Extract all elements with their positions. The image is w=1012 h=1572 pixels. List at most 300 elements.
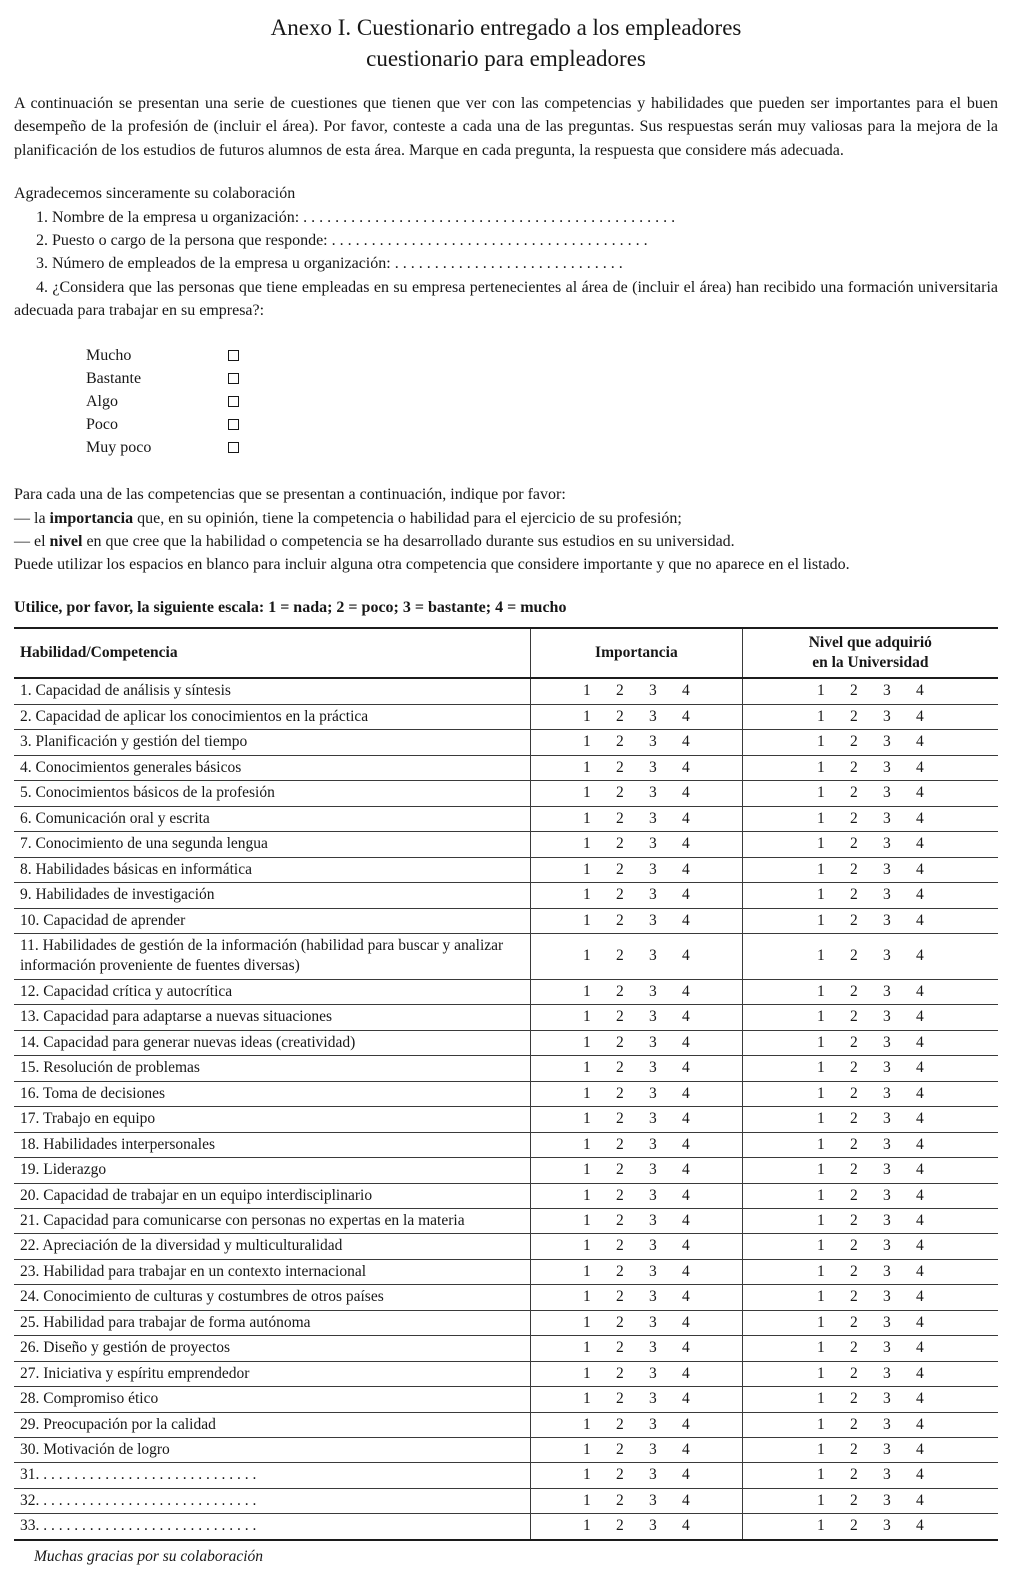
intro-paragraph: A continuación se presentan una serie de cuestiones que tienen que ver con las competencias y habilidades que pueden ser importantes para el buen desempeño de la profesión de (incluir el área). Por favor, conteste a cada una de las preguntas. Sus respuestas serán muy valiosas para la mejora de la planificación de los estudios de futuros alumnos de esta área. Marque en cada pregunta, la respuesta que considere más adecuada. <box>14 95 998 159</box>
importancia-rating-2[interactable]: 2 <box>616 1390 624 1408</box>
importancia-rating-4[interactable]: 4 <box>682 1466 690 1484</box>
importancia-rating-3[interactable]: 3 <box>649 1491 657 1509</box>
importancia-rating-3[interactable]: 3 <box>649 1033 657 1051</box>
importancia-rating-1[interactable]: 1 <box>583 1390 591 1408</box>
importancia-rating-3[interactable]: 3 <box>649 784 657 802</box>
importancia-rating-4[interactable]: 4 <box>682 1288 690 1306</box>
nivel-rating-4[interactable]: 4 <box>915 784 924 802</box>
nivel-rating-3[interactable]: 3 <box>882 1441 891 1459</box>
nivel-rating-3[interactable]: 3 <box>882 1186 891 1204</box>
nivel-rating-4[interactable]: 4 <box>915 682 924 700</box>
importancia-rating-4[interactable]: 4 <box>682 682 690 700</box>
importancia-rating-1[interactable]: 1 <box>583 1288 591 1306</box>
nivel-rating-2[interactable]: 2 <box>849 1008 858 1026</box>
importancia-rating-2[interactable]: 2 <box>616 809 624 827</box>
nivel-scale-cell <box>742 933 998 979</box>
importancia-rating-3[interactable]: 3 <box>649 947 657 965</box>
importancia-rating-4[interactable]: 4 <box>682 1415 690 1433</box>
importancia-rating-4[interactable]: 4 <box>682 1008 690 1026</box>
importancia-rating-3[interactable]: 3 <box>649 1110 657 1128</box>
importancia-rating-2[interactable]: 2 <box>616 886 624 904</box>
importancia-rating-1[interactable]: 1 <box>583 1059 591 1077</box>
importancia-rating-4[interactable]: 4 <box>682 835 690 853</box>
importancia-rating-4[interactable]: 4 <box>682 1084 690 1102</box>
importancia-rating-2[interactable]: 2 <box>616 733 624 751</box>
nivel-scale-cell <box>742 1081 998 1106</box>
nivel-rating-1[interactable]: 1 <box>816 1262 825 1280</box>
importancia-rating-4[interactable]: 4 <box>682 1364 690 1382</box>
importancia-rating-1[interactable]: 1 <box>583 733 591 751</box>
nivel-rating-2[interactable]: 2 <box>849 1033 858 1051</box>
nivel-rating-2[interactable]: 2 <box>849 947 858 965</box>
nivel-rating-4[interactable]: 4 <box>915 1161 924 1179</box>
nivel-scale-cell <box>742 832 998 857</box>
nivel-rating-2[interactable]: 2 <box>849 1161 858 1179</box>
nivel-rating-2[interactable]: 2 <box>849 809 858 827</box>
importancia-rating-2[interactable]: 2 <box>616 1466 624 1484</box>
importancia-rating-1[interactable]: 1 <box>583 835 591 853</box>
nivel-rating-2[interactable]: 2 <box>849 1262 858 1280</box>
nivel-rating-4[interactable]: 4 <box>915 1491 924 1509</box>
importancia-rating-3[interactable]: 3 <box>649 707 657 725</box>
nivel-rating-4[interactable]: 4 <box>915 1517 924 1535</box>
nivel-rating-2[interactable]: 2 <box>849 1517 858 1535</box>
nivel-rating-2[interactable]: 2 <box>849 707 858 725</box>
importancia-rating-1[interactable]: 1 <box>583 682 591 700</box>
checkbox[interactable] <box>228 350 239 361</box>
nivel-rating-2[interactable]: 2 <box>849 1288 858 1306</box>
nivel-rating-1[interactable]: 1 <box>816 982 825 1000</box>
nivel-rating-4[interactable]: 4 <box>915 1211 924 1229</box>
nivel-rating-2[interactable]: 2 <box>849 733 858 751</box>
nivel-rating-4[interactable]: 4 <box>915 733 924 751</box>
importancia-rating-2[interactable]: 2 <box>616 682 624 700</box>
nivel-rating-3[interactable]: 3 <box>882 982 891 1000</box>
nivel-rating-3[interactable]: 3 <box>882 1008 891 1026</box>
nivel-rating-1[interactable]: 1 <box>816 1059 825 1077</box>
nivel-rating-1[interactable]: 1 <box>816 707 825 725</box>
importancia-rating-3[interactable]: 3 <box>649 860 657 878</box>
importancia-rating-1[interactable]: 1 <box>583 1491 591 1509</box>
importancia-rating-1[interactable]: 1 <box>583 809 591 827</box>
nivel-rating-4[interactable]: 4 <box>915 947 924 965</box>
importancia-rating-3[interactable]: 3 <box>649 1237 657 1255</box>
importancia-rating-1[interactable]: 1 <box>583 1084 591 1102</box>
importancia-rating-3[interactable]: 3 <box>649 1466 657 1484</box>
nivel-rating-1[interactable]: 1 <box>816 1211 825 1229</box>
checkbox[interactable] <box>228 396 239 407</box>
nivel-rating-3[interactable]: 3 <box>882 707 891 725</box>
nivel-rating-1[interactable]: 1 <box>816 886 825 904</box>
nivel-rating-2[interactable]: 2 <box>849 758 858 776</box>
nivel-rating-2[interactable]: 2 <box>849 1084 858 1102</box>
importancia-rating-4[interactable]: 4 <box>682 809 690 827</box>
importancia-rating-1[interactable]: 1 <box>583 1161 591 1179</box>
competency-label: 23. Habilidad para trabajar en un contexto internacional <box>14 1259 531 1284</box>
nivel-rating-4[interactable]: 4 <box>915 911 924 929</box>
importancia-rating-4[interactable]: 4 <box>682 1313 690 1331</box>
nivel-rating-1[interactable]: 1 <box>816 784 825 802</box>
nivel-rating-4[interactable]: 4 <box>915 1186 924 1204</box>
nivel-rating-4[interactable]: 4 <box>915 1390 924 1408</box>
nivel-rating-2[interactable]: 2 <box>849 911 858 929</box>
importancia-rating-2[interactable]: 2 <box>616 947 624 965</box>
nivel-rating-1[interactable]: 1 <box>816 1135 825 1153</box>
nivel-rating-1[interactable]: 1 <box>816 682 825 700</box>
nivel-rating-3[interactable]: 3 <box>882 1390 891 1408</box>
nivel-rating-2[interactable]: 2 <box>849 835 858 853</box>
importancia-rating-4[interactable]: 4 <box>682 1211 690 1229</box>
q4-option-label: Muy poco <box>86 438 152 456</box>
nivel-rating-3[interactable]: 3 <box>882 1288 891 1306</box>
nivel-rating-1[interactable]: 1 <box>816 1033 825 1051</box>
table-row <box>14 1056 998 1081</box>
q4-option-row <box>86 390 998 413</box>
nivel-rating-2[interactable]: 2 <box>849 682 858 700</box>
nivel-rating-4[interactable]: 4 <box>915 1237 924 1255</box>
nivel-rating-2[interactable]: 2 <box>849 1466 858 1484</box>
nivel-rating-1[interactable]: 1 <box>816 1364 825 1382</box>
nivel-rating-2[interactable]: 2 <box>849 1313 858 1331</box>
importancia-rating-3[interactable]: 3 <box>649 1441 657 1459</box>
nivel-rating-1[interactable]: 1 <box>816 835 825 853</box>
importancia-rating-1[interactable]: 1 <box>583 1262 591 1280</box>
nivel-rating-4[interactable]: 4 <box>915 1084 924 1102</box>
importancia-rating-2[interactable]: 2 <box>616 1491 624 1509</box>
nivel-rating-3[interactable]: 3 <box>882 682 891 700</box>
nivel-rating-3[interactable]: 3 <box>882 1135 891 1153</box>
nivel-rating-1[interactable]: 1 <box>816 1466 825 1484</box>
nivel-rating-1[interactable]: 1 <box>816 1008 825 1026</box>
importancia-rating-4[interactable]: 4 <box>682 1441 690 1459</box>
importancia-rating-1[interactable]: 1 <box>583 1466 591 1484</box>
importancia-rating-1[interactable]: 1 <box>583 1211 591 1229</box>
importancia-rating-1[interactable]: 1 <box>583 911 591 929</box>
importancia-rating-2[interactable]: 2 <box>616 1135 624 1153</box>
nivel-scale-cell <box>742 1285 998 1310</box>
importancia-rating-2[interactable]: 2 <box>616 1517 624 1535</box>
nivel-rating-4[interactable]: 4 <box>915 1288 924 1306</box>
nivel-rating-3[interactable]: 3 <box>882 1364 891 1382</box>
importancia-rating-1[interactable]: 1 <box>583 707 591 725</box>
importancia-rating-2[interactable]: 2 <box>616 1441 624 1459</box>
importancia-rating-3[interactable]: 3 <box>649 1186 657 1204</box>
q4-option-label: Mucho <box>86 346 132 364</box>
table-row <box>14 1336 998 1361</box>
nivel-rating-3[interactable]: 3 <box>882 758 891 776</box>
competency-label: 32. . . . . . . . . . . . . . . . . . . . . . . . . . . . . <box>14 1488 531 1513</box>
checkbox[interactable] <box>228 442 239 453</box>
nivel-rating-1[interactable]: 1 <box>816 911 825 929</box>
nivel-rating-2[interactable]: 2 <box>849 1390 858 1408</box>
nivel-rating-1[interactable]: 1 <box>816 1084 825 1102</box>
nivel-rating-4[interactable]: 4 <box>915 982 924 1000</box>
nivel-rating-1[interactable]: 1 <box>816 1186 825 1204</box>
importancia-rating-4[interactable]: 4 <box>682 1161 690 1179</box>
importancia-rating-1[interactable]: 1 <box>583 1339 591 1357</box>
nivel-rating-4[interactable]: 4 <box>915 1313 924 1331</box>
nivel-rating-4[interactable]: 4 <box>915 1135 924 1153</box>
importancia-rating-1[interactable]: 1 <box>583 1110 591 1128</box>
importancia-rating-1[interactable]: 1 <box>583 784 591 802</box>
nivel-rating-4[interactable]: 4 <box>915 886 924 904</box>
importancia-rating-2[interactable]: 2 <box>616 1084 624 1102</box>
nivel-rating-2[interactable]: 2 <box>849 1491 858 1509</box>
nivel-rating-3[interactable]: 3 <box>882 911 891 929</box>
importancia-rating-4[interactable]: 4 <box>682 1517 690 1535</box>
nivel-rating-1[interactable]: 1 <box>816 860 825 878</box>
importancia-rating-1[interactable]: 1 <box>583 947 591 965</box>
nivel-rating-3[interactable]: 3 <box>882 1059 891 1077</box>
importancia-rating-2[interactable]: 2 <box>616 1288 624 1306</box>
importancia-rating-1[interactable]: 1 <box>583 1135 591 1153</box>
importancia-rating-4[interactable]: 4 <box>682 1339 690 1357</box>
nivel-scale-cell <box>742 730 998 755</box>
nivel-rating-4[interactable]: 4 <box>915 835 924 853</box>
nivel-rating-4[interactable]: 4 <box>915 1339 924 1357</box>
nivel-rating-1[interactable]: 1 <box>816 947 825 965</box>
importancia-rating-4[interactable]: 4 <box>682 911 690 929</box>
importancia-rating-1[interactable]: 1 <box>583 1008 591 1026</box>
importancia-rating-2[interactable]: 2 <box>616 1033 624 1051</box>
checkbox[interactable] <box>228 373 239 384</box>
competency-label: 28. Compromiso ético <box>14 1387 531 1412</box>
nivel-scale-cell <box>742 1463 998 1488</box>
nivel-rating-2[interactable]: 2 <box>849 1441 858 1459</box>
importancia-rating-3[interactable]: 3 <box>649 1339 657 1357</box>
nivel-rating-2[interactable]: 2 <box>849 1364 858 1382</box>
importancia-rating-4[interactable]: 4 <box>682 1059 690 1077</box>
nivel-rating-4[interactable]: 4 <box>915 1033 924 1051</box>
importancia-scale-cell <box>531 1285 743 1310</box>
importancia-rating-2[interactable]: 2 <box>616 1110 624 1128</box>
nivel-rating-3[interactable]: 3 <box>882 784 891 802</box>
nivel-scale-cell <box>742 1132 998 1157</box>
importancia-rating-4[interactable]: 4 <box>682 1491 690 1509</box>
nivel-rating-1[interactable]: 1 <box>816 1491 825 1509</box>
nivel-rating-1[interactable]: 1 <box>816 1237 825 1255</box>
nivel-rating-3[interactable]: 3 <box>882 1237 891 1255</box>
nivel-rating-3[interactable]: 3 <box>882 886 891 904</box>
importancia-rating-3[interactable]: 3 <box>649 886 657 904</box>
importancia-rating-3[interactable]: 3 <box>649 1313 657 1331</box>
importancia-rating-2[interactable]: 2 <box>616 1237 624 1255</box>
nivel-rating-3[interactable]: 3 <box>882 1161 891 1179</box>
importancia-rating-1[interactable]: 1 <box>583 1441 591 1459</box>
importancia-rating-1[interactable]: 1 <box>583 1033 591 1051</box>
nivel-rating-3[interactable]: 3 <box>882 1415 891 1433</box>
competency-label: 31. . . . . . . . . . . . . . . . . . . . . . . . . . . . . <box>14 1463 531 1488</box>
nivel-rating-1[interactable]: 1 <box>816 1288 825 1306</box>
importancia-rating-4[interactable]: 4 <box>682 1135 690 1153</box>
importancia-rating-3[interactable]: 3 <box>649 1262 657 1280</box>
importancia-rating-4[interactable]: 4 <box>682 1237 690 1255</box>
importancia-rating-2[interactable]: 2 <box>616 1059 624 1077</box>
nivel-rating-2[interactable]: 2 <box>849 886 858 904</box>
table-row <box>14 1285 998 1310</box>
nivel-rating-3[interactable]: 3 <box>882 1211 891 1229</box>
importancia-rating-3[interactable]: 3 <box>649 682 657 700</box>
nivel-rating-3[interactable]: 3 <box>882 1491 891 1509</box>
nivel-rating-2[interactable]: 2 <box>849 1110 858 1128</box>
importancia-rating-1[interactable]: 1 <box>583 860 591 878</box>
importancia-rating-2[interactable]: 2 <box>616 1186 624 1204</box>
importancia-rating-4[interactable]: 4 <box>682 1033 690 1051</box>
nivel-rating-4[interactable]: 4 <box>915 1110 924 1128</box>
importancia-rating-3[interactable]: 3 <box>649 733 657 751</box>
importancia-rating-2[interactable]: 2 <box>616 1339 624 1357</box>
nivel-rating-2[interactable]: 2 <box>849 1237 858 1255</box>
importancia-rating-3[interactable]: 3 <box>649 1059 657 1077</box>
importancia-rating-2[interactable]: 2 <box>616 1364 624 1382</box>
nivel-rating-1[interactable]: 1 <box>816 1441 825 1459</box>
importancia-rating-2[interactable]: 2 <box>616 758 624 776</box>
importancia-rating-1[interactable]: 1 <box>583 1517 591 1535</box>
nivel-rating-2[interactable]: 2 <box>849 1415 858 1433</box>
nivel-rating-4[interactable]: 4 <box>915 758 924 776</box>
nivel-rating-2[interactable]: 2 <box>849 784 858 802</box>
nivel-rating-3[interactable]: 3 <box>882 1339 891 1357</box>
nivel-rating-4[interactable]: 4 <box>915 1008 924 1026</box>
nivel-rating-2[interactable]: 2 <box>849 860 858 878</box>
table-row <box>14 1158 998 1183</box>
nivel-rating-3[interactable]: 3 <box>882 835 891 853</box>
importancia-rating-4[interactable]: 4 <box>682 1110 690 1128</box>
importancia-rating-4[interactable]: 4 <box>682 758 690 776</box>
importancia-rating-3[interactable]: 3 <box>649 1008 657 1026</box>
importancia-rating-4[interactable]: 4 <box>682 733 690 751</box>
importancia-rating-3[interactable]: 3 <box>649 911 657 929</box>
nivel-rating-2[interactable]: 2 <box>849 1059 858 1077</box>
importancia-rating-2[interactable]: 2 <box>616 707 624 725</box>
q4-option-label: Algo <box>86 392 118 410</box>
importancia-rating-3[interactable]: 3 <box>649 1288 657 1306</box>
nivel-rating-4[interactable]: 4 <box>915 1262 924 1280</box>
importancia-rating-4[interactable]: 4 <box>682 1390 690 1408</box>
nivel-rating-2[interactable]: 2 <box>849 982 858 1000</box>
nivel-rating-3[interactable]: 3 <box>882 947 891 965</box>
nivel-rating-3[interactable]: 3 <box>882 1084 891 1102</box>
nivel-rating-3[interactable]: 3 <box>882 1110 891 1128</box>
nivel-rating-3[interactable]: 3 <box>882 860 891 878</box>
importancia-rating-3[interactable]: 3 <box>649 1364 657 1382</box>
nivel-rating-3[interactable]: 3 <box>882 1033 891 1051</box>
importancia-rating-4[interactable]: 4 <box>682 982 690 1000</box>
table-row <box>14 908 998 933</box>
importancia-scale-cell <box>531 1107 743 1132</box>
importancia-rating-2[interactable]: 2 <box>616 1415 624 1433</box>
importancia-rating-2[interactable]: 2 <box>616 982 624 1000</box>
nivel-rating-4[interactable]: 4 <box>915 809 924 827</box>
nivel-rating-1[interactable]: 1 <box>816 1390 825 1408</box>
importancia-rating-2[interactable]: 2 <box>616 835 624 853</box>
importancia-rating-3[interactable]: 3 <box>649 982 657 1000</box>
nivel-rating-1[interactable]: 1 <box>816 758 825 776</box>
nivel-rating-1[interactable]: 1 <box>816 1339 825 1357</box>
importancia-rating-2[interactable]: 2 <box>616 1313 624 1331</box>
importancia-scale-cell <box>531 1488 743 1513</box>
nivel-rating-3[interactable]: 3 <box>882 1262 891 1280</box>
nivel-rating-4[interactable]: 4 <box>915 707 924 725</box>
competency-label: 15. Resolución de problemas <box>14 1056 531 1081</box>
nivel-rating-2[interactable]: 2 <box>849 1135 858 1153</box>
nivel-rating-1[interactable]: 1 <box>816 1161 825 1179</box>
nivel-scale-cell <box>742 1412 998 1437</box>
importancia-rating-4[interactable]: 4 <box>682 860 690 878</box>
nivel-rating-4[interactable]: 4 <box>915 1364 924 1382</box>
nivel-rating-3[interactable]: 3 <box>882 809 891 827</box>
importancia-rating-2[interactable]: 2 <box>616 1262 624 1280</box>
nivel-rating-1[interactable]: 1 <box>816 809 825 827</box>
nivel-rating-1[interactable]: 1 <box>816 1110 825 1128</box>
importancia-rating-1[interactable]: 1 <box>583 1415 591 1433</box>
importancia-rating-2[interactable]: 2 <box>616 911 624 929</box>
nivel-rating-4[interactable]: 4 <box>915 1441 924 1459</box>
importancia-rating-4[interactable]: 4 <box>682 886 690 904</box>
nivel-rating-4[interactable]: 4 <box>915 1415 924 1433</box>
nivel-rating-4[interactable]: 4 <box>915 1059 924 1077</box>
importancia-rating-3[interactable]: 3 <box>649 758 657 776</box>
importancia-rating-2[interactable]: 2 <box>616 784 624 802</box>
importancia-rating-1[interactable]: 1 <box>583 1237 591 1255</box>
importancia-rating-2[interactable]: 2 <box>616 860 624 878</box>
importancia-rating-1[interactable]: 1 <box>583 886 591 904</box>
nivel-rating-1[interactable]: 1 <box>816 1517 825 1535</box>
competency-label: 22. Apreciación de la diversidad y multiculturalidad <box>14 1234 531 1259</box>
nivel-rating-1[interactable]: 1 <box>816 733 825 751</box>
nivel-rating-2[interactable]: 2 <box>849 1339 858 1357</box>
importancia-rating-4[interactable]: 4 <box>682 947 690 965</box>
importancia-scale-cell <box>531 1158 743 1183</box>
importancia-rating-2[interactable]: 2 <box>616 1211 624 1229</box>
nivel-rating-1[interactable]: 1 <box>816 1313 825 1331</box>
nivel-rating-4[interactable]: 4 <box>915 860 924 878</box>
importancia-rating-4[interactable]: 4 <box>682 1262 690 1280</box>
nivel-rating-2[interactable]: 2 <box>849 1211 858 1229</box>
nivel-rating-1[interactable]: 1 <box>816 1415 825 1433</box>
importancia-rating-3[interactable]: 3 <box>649 1211 657 1229</box>
nivel-scale-cell <box>742 1361 998 1386</box>
nivel-rating-3[interactable]: 3 <box>882 1517 891 1535</box>
importancia-rating-3[interactable]: 3 <box>649 1415 657 1433</box>
importancia-rating-3[interactable]: 3 <box>649 1161 657 1179</box>
nivel-rating-3[interactable]: 3 <box>882 1466 891 1484</box>
competency-label: 18. Habilidades interpersonales <box>14 1132 531 1157</box>
importancia-rating-3[interactable]: 3 <box>649 809 657 827</box>
importancia-rating-4[interactable]: 4 <box>682 784 690 802</box>
nivel-rating-3[interactable]: 3 <box>882 733 891 751</box>
importancia-rating-3[interactable]: 3 <box>649 835 657 853</box>
importancia-rating-2[interactable]: 2 <box>616 1008 624 1026</box>
importancia-rating-1[interactable]: 1 <box>583 1313 591 1331</box>
nivel-rating-4[interactable]: 4 <box>915 1466 924 1484</box>
importancia-rating-3[interactable]: 3 <box>649 1084 657 1102</box>
guidelines-lead: Para cada una de las competencias que se presentan a continuación, indique por favor: <box>14 486 566 504</box>
importancia-rating-4[interactable]: 4 <box>682 707 690 725</box>
nivel-rating-3[interactable]: 3 <box>882 1313 891 1331</box>
importancia-rating-1[interactable]: 1 <box>583 758 591 776</box>
importancia-rating-4[interactable]: 4 <box>682 1186 690 1204</box>
importancia-rating-1[interactable]: 1 <box>583 1364 591 1382</box>
importancia-rating-1[interactable]: 1 <box>583 982 591 1000</box>
importancia-rating-3[interactable]: 3 <box>649 1517 657 1535</box>
importancia-rating-1[interactable]: 1 <box>583 1186 591 1204</box>
importancia-rating-2[interactable]: 2 <box>616 1161 624 1179</box>
nivel-rating-2[interactable]: 2 <box>849 1186 858 1204</box>
checkbox[interactable] <box>228 419 239 430</box>
importancia-rating-3[interactable]: 3 <box>649 1390 657 1408</box>
importancia-rating-3[interactable]: 3 <box>649 1135 657 1153</box>
